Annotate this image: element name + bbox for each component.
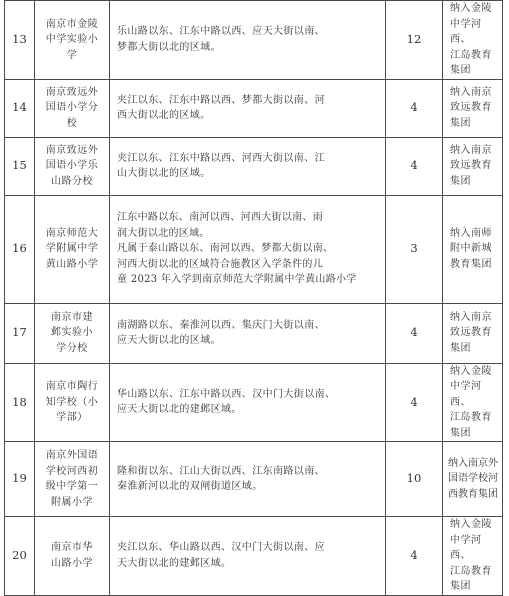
table-row: [5, 363, 503, 442]
education-group: 纳入南师 附中新城 教育集团: [443, 195, 503, 303]
row-number: 18: [5, 363, 35, 442]
education-group: 纳入南京 致远教育 集团: [443, 79, 503, 137]
enrollment-plan: 4: [386, 363, 443, 442]
enrollment-plan: 12: [386, 1, 443, 80]
school-name: 南京致远外 国语小学乐 山路分校: [35, 137, 110, 195]
table-row: [5, 79, 503, 137]
enrollment-plan: 4: [386, 303, 443, 363]
row-number: 13: [5, 1, 35, 80]
district-area: 隆和街以东、江山大街以西、江东南路以南、 秦淮新河以北的双闸街道区域。: [110, 442, 386, 517]
row-number: 19: [5, 442, 35, 517]
education-group: 纳入金陵 中学河西、 江岛教育 集团: [443, 517, 503, 596]
district-area: 华山路以东、江东中路以西、汉中门大街以南、 应天大街以北的建邺区域。: [110, 363, 386, 442]
row-number: 20: [5, 517, 35, 596]
table-row: [5, 137, 503, 195]
row-number: 14: [5, 79, 35, 137]
table-row: [5, 303, 503, 363]
school-name: 南京师范大 学附属中学 黄山路小学: [35, 195, 110, 303]
school-district-table: [4, 0, 503, 596]
school-name: 南京市金陵 中学实验小 学: [35, 1, 110, 80]
district-area: 南湖路以东、秦淮河以西、集庆门大街以南、 应天大街以北的区域。: [110, 303, 386, 363]
education-group: 纳入金陵 中学河西、 江岛教育 集团: [443, 363, 503, 442]
table-row: [5, 1, 503, 80]
district-area: 夹江以东、江东中路以西、河西大街以南、江 山大街以北的区域。: [110, 137, 386, 195]
district-area: 江东中路以东、南河以西、河西大街以南、雨 润大街以北的区域。 凡属于泰山路以东、南河以西、梦都大街以南、 河西大街以北的区域符合施教区入学条件的儿 童 2023 年入学到南京师范大学附属中学黄山路小学: [110, 195, 386, 303]
enrollment-plan: 3: [386, 195, 443, 303]
row-number: 16: [5, 195, 35, 303]
school-name: 南京市陶行 知学校（小 学部）: [35, 363, 110, 442]
district-area: 夹江以东、江东中路以西、梦都大街以南、河 西大街以北的区域。: [110, 79, 386, 137]
enrollment-plan: 10: [386, 442, 443, 517]
school-name: 南京致远外 国语小学分 校: [35, 79, 110, 137]
enrollment-plan: 4: [386, 79, 443, 137]
table-row: [5, 517, 503, 596]
row-number: 17: [5, 303, 35, 363]
enrollment-plan: 4: [386, 137, 443, 195]
school-name: 南京外国语 学校河西初 级中学第一 附属小学: [35, 442, 110, 517]
table-row: [5, 442, 503, 517]
school-name: 南京市建 邺实验小 学分校: [35, 303, 110, 363]
table-row: [5, 195, 503, 303]
district-area: 乐山路以东、江东中路以西、应天大街以南、 梦都大街以北的区域。: [110, 1, 386, 80]
education-group: 纳入南京 致远教育 集团: [443, 303, 503, 363]
education-group: 纳入南京外 国语学校河 西教育集团: [443, 442, 503, 517]
row-number: 15: [5, 137, 35, 195]
enrollment-plan: 4: [386, 517, 443, 596]
education-group: 纳入南京 致远教育 集团: [443, 137, 503, 195]
school-name: 南京市华 山路小学: [35, 517, 110, 596]
education-group: 纳入金陵 中学河西、 江岛教育 集团: [443, 1, 503, 80]
district-area: 夹江以东、华山路以西、汉中门大街以南、应 天大街以北的建邺区域。: [110, 517, 386, 596]
